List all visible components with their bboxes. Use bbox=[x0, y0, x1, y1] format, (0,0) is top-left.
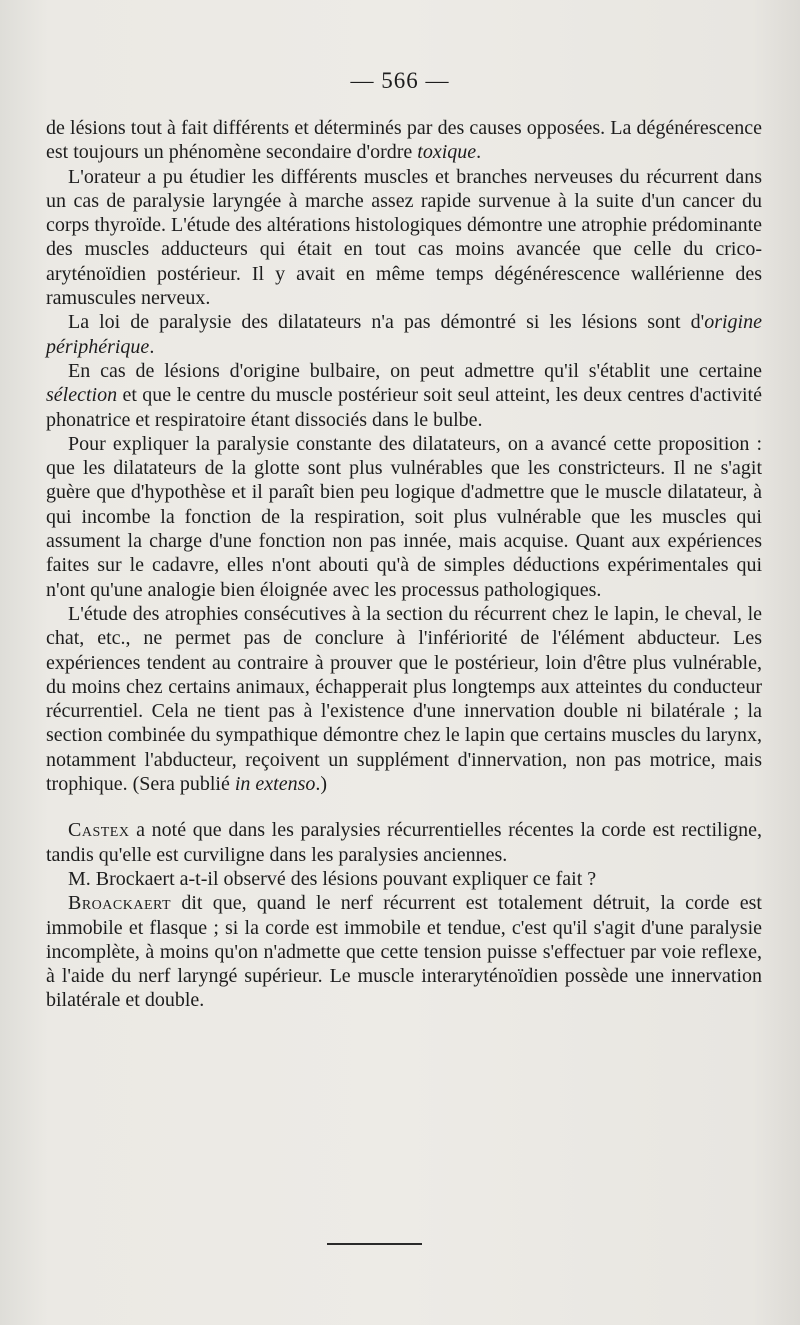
paragraph-9: Broackaert dit que, quand le nerf récurrent est totalement détruit, la corde est immobile et flasque ; si la corde est immobile et tendue, c'est qu'il s'agit d'une paralysie incomplète, à moins qu'on n'admette que cette tension puisse s'effectuer par voie reflexe, à l'aide du nerf laryngé supérieur. Le muscle interaryténoïdien possède une innervation bilatérale et double. bbox=[46, 892, 762, 1012]
body-text bbox=[46, 116, 762, 1013]
italic-term: sélection bbox=[46, 384, 118, 407]
italic-term: in extenso bbox=[234, 773, 316, 796]
closing-rule bbox=[327, 1243, 422, 1245]
paragraph-gap bbox=[46, 796, 762, 818]
paragraph-4: En cas de lésions d'origine bulbaire, on peut admettre qu'il s'établit une certaine sélection et que le centre du muscle postérieur soit seul atteint, les deux centres d'activité phonatrice et respiratoire étant dissociés dans le bulbe. bbox=[46, 359, 762, 431]
paragraph-8: M. Brockaert a-t-il observé des lésions pouvant expliquer ce fait ? bbox=[68, 867, 597, 890]
paragraph-7: Castex a noté que dans les paralysies récurrentielles récentes la corde est rectiligne, tandis qu'elle est curviligne dans les paralysies anciennes. bbox=[46, 819, 762, 866]
paragraph-6: L'étude des atrophies consécutives à la section du récurrent chez le lapin, le cheval, le chat, etc., ne permet pas de conclure à l'infériorité de l'élément abducteur. Les expériences tendent au contraire à prouver que le postérieur, loin d'être plus vulnérable, du moins chez certains animaux, échapperait plus longtemps aux atteintes du conducteur récurrentiel. Cela ne tient pas à l'existence d'une innervation double ni bilatérale ; la section combinée du sympathique démontre chez le lapin que certains muscles du larynx, notamment l'abducteur, reçoivent un supplément d'innervation, non pas motrice, mais trophique. (Sera publié in extenso.) bbox=[46, 602, 762, 796]
speaker-name: Castex bbox=[68, 819, 130, 842]
page-number: — 566 — bbox=[350, 68, 450, 93]
paragraph-5: Pour expliquer la paralysie constante des dilatateurs, on a avancé cette proposition : que les dilatateurs de la glotte sont plus vulnérables que les constricteurs. Il ne s'agit guère que d'hypothèse et il paraît bien peu logique d'admettre que le muscle dilatateur, à qui incombe la fonction de la respiration, soit plus vulnérable que les muscles qui assument la charge d'une fonction non pas innée, mais acquise. Quant aux expériences faites sur le cadavre, elles n'ont abouti qu'à de simples déductions expérimentales qui n'ont qu'une analogie bien éloignée avec les processus pathologiques. bbox=[46, 432, 762, 601]
speaker-name: Broackaert bbox=[68, 892, 172, 915]
paragraph-1: de lésions tout à fait différents et déterminés par des causes opposées. La dégénérescence est toujours un phénomène secondaire d'ordre toxique. bbox=[46, 117, 762, 164]
paragraph-2: L'orateur a pu étudier les différents muscles et branches nerveuses du récurrent dans un cas de paralysie laryngée à marche assez rapide survenue à la suite d'un cancer du corps thyroïde. L'étude des altérations histologiques démontre une atrophie prédominante des muscles adducteurs qui était en tout cas moins avancée que celle du crico-aryténoïdien postérieur. Il y avait en même temps dégénérescence wallérienne des ramuscules nerveux. bbox=[46, 165, 762, 310]
paragraph-3: La loi de paralysie des dilatateurs n'a pas démontré si les lésions sont d'origine périphérique. bbox=[46, 311, 762, 358]
italic-term: toxique bbox=[417, 141, 477, 164]
italic-term: origine périphérique bbox=[46, 311, 762, 358]
